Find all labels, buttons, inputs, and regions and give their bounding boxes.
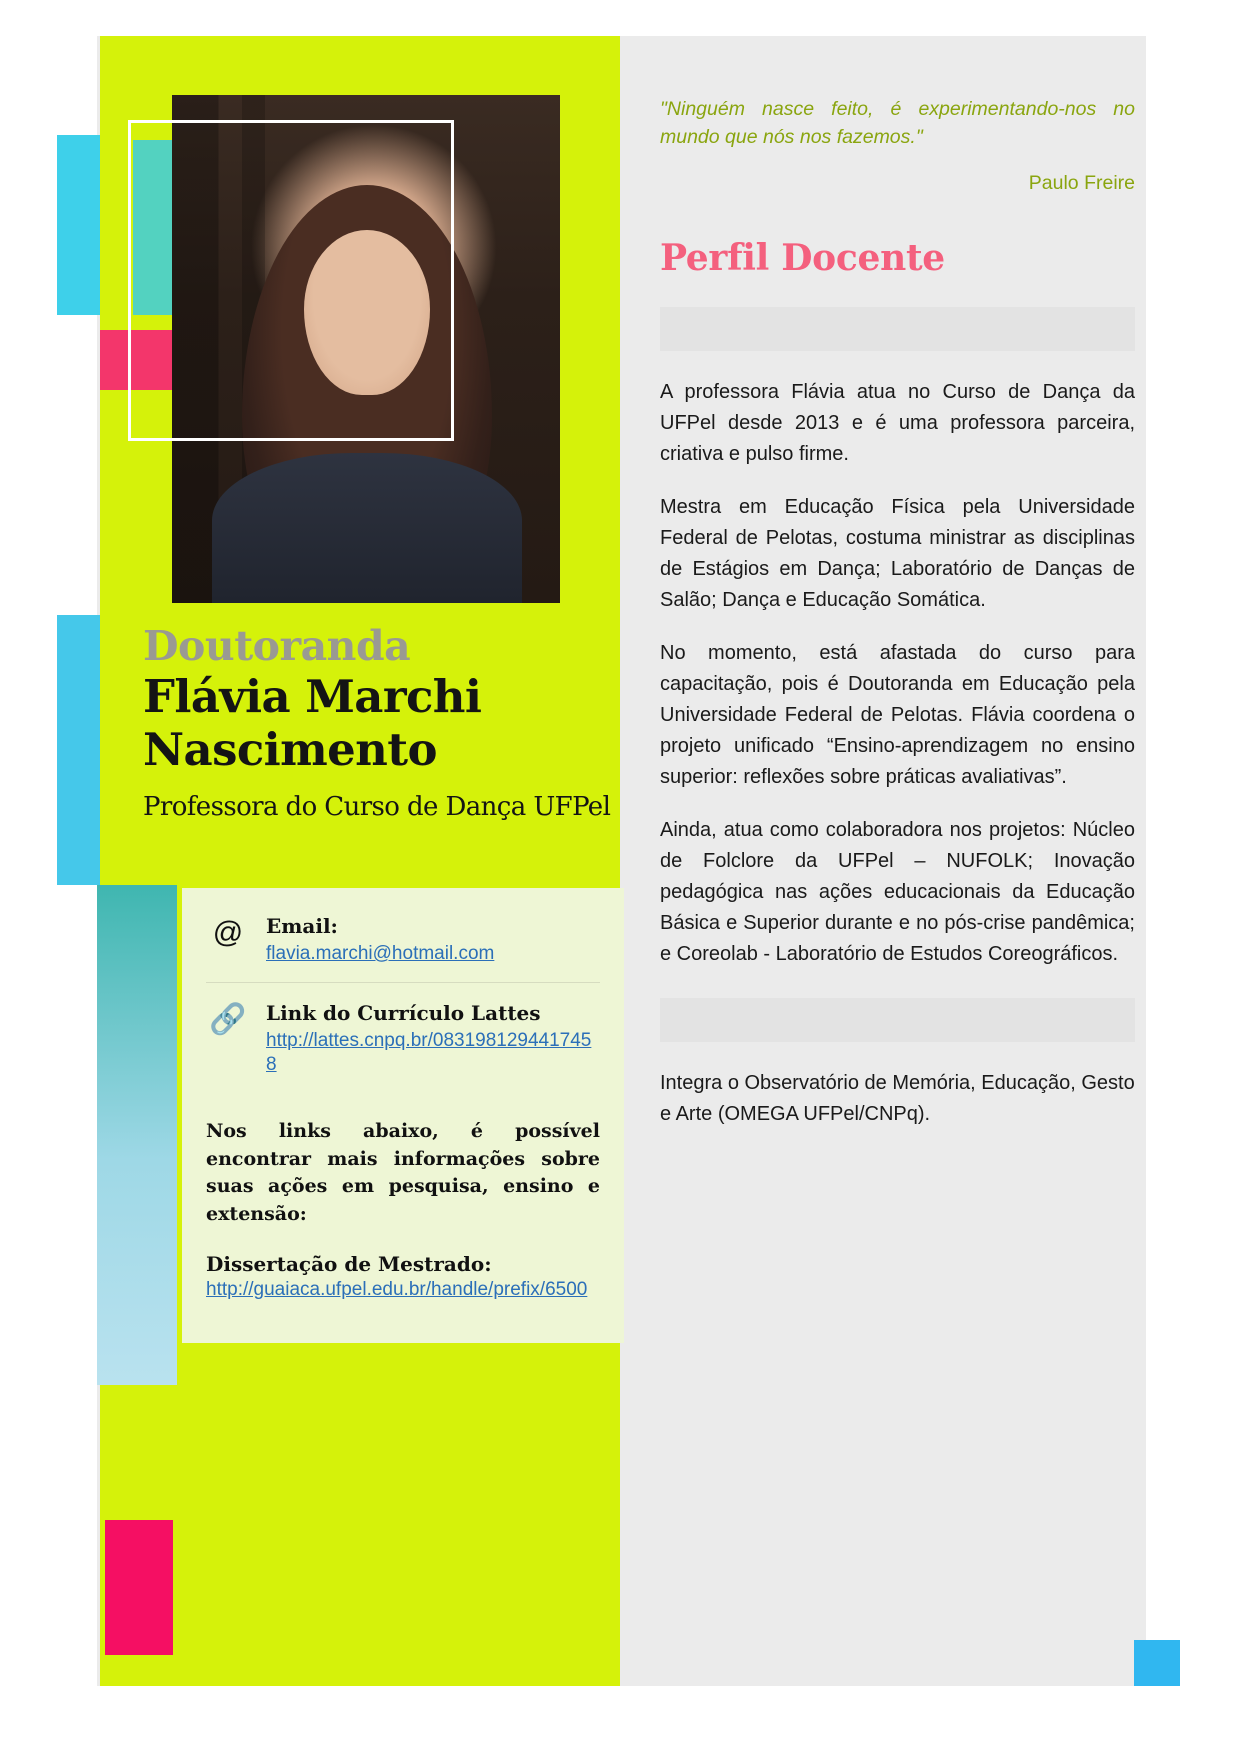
right-column (660, 95, 1135, 1130)
quote-author: Paulo Freire (1028, 171, 1135, 194)
at-sign-icon: @ (212, 916, 244, 949)
page-title: Flávia Marchi Nascimento (143, 670, 482, 777)
email-link[interactable]: flavia.marchi@hotmail.com (266, 943, 495, 964)
decorative-gradient-block (97, 885, 177, 1385)
link-chain-icon: 🔗 (209, 1002, 247, 1036)
profile-subtitle: Professora do Curso de Dança UFPel (143, 792, 611, 823)
profile-name-block (143, 622, 611, 823)
dissertation-label: Dissertação de Mestrado: (206, 1252, 492, 1277)
closing-paragraph: Integra o Observatório de Memória, Educação, Gesto e Arte (OMEGA UFPel/CNPq). (660, 1071, 1135, 1125)
decorative-hot-pink-block (105, 1520, 173, 1655)
contact-row-lattes (206, 982, 600, 1093)
decorative-blue-corner (1134, 1640, 1180, 1686)
divider-bar-top (660, 307, 1135, 351)
photo-shoulders (212, 453, 522, 603)
profile-role-top: Doutoranda (143, 622, 411, 670)
quote-text: "Ninguém nasce feito, é experimentando-nos no mundo que nós nos fazemos." (660, 98, 1135, 149)
body-paragraph-3: No momento, está afastada do curso para capacitação, pois é Doutoranda em Educação pela Universidade Federal de Pelotas. Flávia coordena o projeto unificado “Ensino-aprendizagem no ensino superior: reflexões sobre práticas avaliativas”. (660, 641, 1135, 788)
links-note: Nos links abaixo, é possível encontrar mais informações sobre suas ações em pesquisa, ensino e extensão: (206, 1120, 600, 1225)
divider-bar-bottom (660, 998, 1135, 1042)
section-title: Perfil Docente (660, 236, 945, 279)
dissertation-link[interactable]: http://guaiaca.ufpel.edu.br/handle/prefix/6500 (206, 1279, 588, 1301)
lattes-label: Link do Currículo Lattes (266, 1000, 541, 1025)
body-paragraph-1: A professora Flávia atua no Curso de Dança da UFPel desde 2013 e é uma professora parceira, criativa e pulso firme. (660, 380, 1135, 465)
lattes-link[interactable]: http://lattes.cnpq.br/0831981294417458 (266, 1029, 592, 1075)
contact-card (182, 888, 624, 1343)
photo-frame-outline (128, 120, 454, 441)
email-label: Email: (266, 914, 338, 938)
contact-row-email (206, 914, 600, 982)
body-paragraph-2: Mestra em Educação Física pela Universidade Federal de Pelotas, costuma ministrar as disciplinas de Estágios em Dança; Laboratório de Danças de Salão; Dança e Educação Somática. (660, 495, 1135, 611)
body-paragraph-4: Ainda, atua como colaboradora nos projetos: Núcleo de Folclore da UFPel – NUFOLK; Inovação pedagógica nas ações educacionais da Educação Básica e Superior durante e no pós-crise pandêmica; e Coreolab - Laboratório de Estudos Coreográficos. (660, 818, 1135, 965)
